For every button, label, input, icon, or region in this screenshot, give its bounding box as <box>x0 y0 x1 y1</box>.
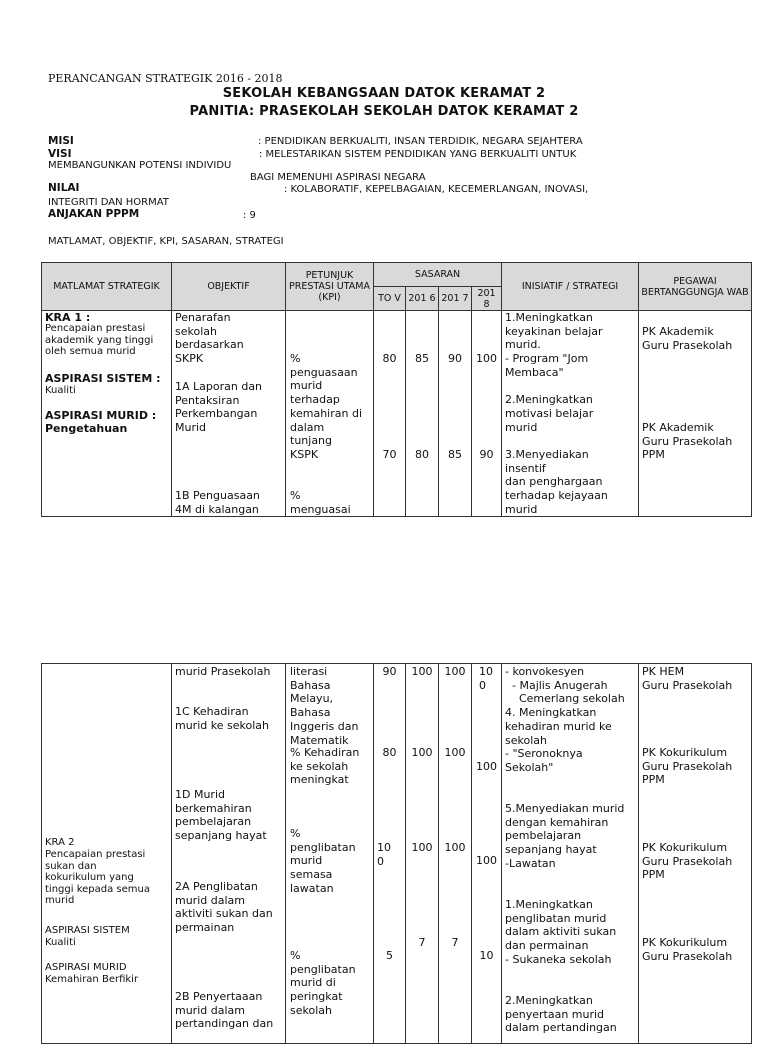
header-inisiatif: INISIATIF / STRATEGI <box>502 263 639 311</box>
r2-2016: 100 <box>411 746 433 759</box>
r1-2018: 10 0 <box>479 665 493 692</box>
matlamat-cell-kra1 <box>42 311 172 517</box>
anjakan-label: ANJAKAN PPPM <box>48 208 140 220</box>
kra1-label: KRA 1 : <box>45 311 91 324</box>
objektif-cell <box>172 311 286 517</box>
header-tov: TO V <box>374 287 406 311</box>
kpi-literasi: literasi Bahasa Melayu, Bahasa Inggeris dan Matematik <box>290 665 359 747</box>
pegawai-hem: PK HEM Guru Prasekolah <box>642 665 733 692</box>
objektif-2b: 2B Penyertaaan murid dalam pertandingan dan <box>175 990 274 1031</box>
kpi-cell-2 <box>286 664 374 1044</box>
kra2-description: Pencapaian prestasi sukan dan kokurikulum yang tinggi kepada semua murid <box>45 849 150 906</box>
inisiatif-cell <box>502 311 639 517</box>
kra2-label: KRA 2 <box>45 837 75 848</box>
objektif-penarafan: Penarafan sekolah berdasarkan SKPK <box>175 311 244 366</box>
header-2017: 201 7 <box>439 287 472 311</box>
header-objektif: OBJEKTIF <box>172 263 286 311</box>
row2-2018: 90 <box>479 448 494 461</box>
r1-tov: 90 <box>382 665 397 678</box>
visi-continued: MEMBANGUNKAN POTENSI INDIVIDU <box>48 160 232 171</box>
section-title: MATLAMAT, OBJEKTIF, KPI, SASARAN, STRATEGI <box>48 236 284 247</box>
header-2016: 201 6 <box>406 287 439 311</box>
inisiatif-text-2: - konvokesyen - Majlis Anugerah Cemerlang sekolah 4. Meningkatkan kehadiran murid ke sekolah - "Seronoknya Sekolah" 5.Menyediakan murid dengan kemahiran pembelajaran sepanjang hayat -Lawatan 1.Meningkatkan penglibatan murid dalam aktiviti sukan dan permainan - Sukaneka sekolah 2.Meningkatkan penyertaan murid dalam pertandingan <box>505 665 625 1035</box>
row2-2016: 80 <box>415 448 429 461</box>
r3-2017: 100 <box>444 841 466 854</box>
header-matlamat: MATLAMAT STRATEGIK <box>42 263 172 311</box>
school-title: SEKOLAH KEBANGSAAN DATOK KERAMAT 2 <box>222 86 546 101</box>
kpi-cell <box>286 311 374 517</box>
aspirasi-sistem-label: ASPIRASI SISTEM : <box>45 372 161 385</box>
visi-value: : MELESTARIKAN SISTEM PENDIDIKAN YANG BERKUALITI UNTUK <box>259 149 577 160</box>
row2-2017: 85 <box>448 448 462 461</box>
r2-2018: 100 <box>476 760 497 773</box>
anjakan-value: : 9 <box>243 210 256 221</box>
panitia-title: PANITIA: PRASEKOLAH SEKOLAH DATOK KERAMAT 2 <box>189 104 579 119</box>
aspirasi-murid-value: Pengetahuan <box>45 422 128 435</box>
y2016-cell-2 <box>406 664 439 1044</box>
r4-tov: 5 <box>386 949 393 962</box>
y2018-cell-2 <box>472 664 502 1044</box>
pegawai-kokurikulum-1: PK Kokurikulum Guru Prasekolah PPM <box>642 746 733 787</box>
kra1-description: Pencapaian prestasi akademik yang tinggi oleh semua murid <box>45 323 154 357</box>
misi-value: : PENDIDIKAN BERKUALITI, INSAN TERDIDIK, NEGARA SEJAHTERA <box>258 136 583 147</box>
aspirasi-sistem-value: Kualiti <box>45 385 76 396</box>
objektif-murid-prasekolah: murid Prasekolah <box>175 665 271 678</box>
strategic-plan-table-2 <box>41 663 752 1044</box>
kpi-kehadiran: % Kehadiran ke sekolah meningkat <box>290 746 360 787</box>
nilai-continued: INTEGRITI DAN HORMAT <box>48 197 169 208</box>
y2018-cell <box>472 311 502 517</box>
pegawai-group-2: PK Akademik Guru Prasekolah PPM <box>642 421 733 462</box>
kpi-penguasaan: % penguasaan murid terhadap kemahiran di dalam tunjang KSPK <box>290 352 362 461</box>
pegawai-kokurikulum-3: PK Kokurikulum Guru Prasekolah <box>642 936 733 963</box>
pegawai-kokurikulum-2: PK Kokurikulum Guru Prasekolah PPM <box>642 841 733 882</box>
y2017-cell-2 <box>439 664 472 1044</box>
row1-2018: 100 <box>476 352 498 365</box>
aspirasi-murid-label: ASPIRASI MURID : <box>45 409 157 422</box>
header-sasaran: SASARAN <box>374 263 502 287</box>
objektif-1a: 1A Laporan dan Pentaksiran Perkembangan Murid <box>175 380 263 435</box>
r4-2016: 7 <box>418 936 426 949</box>
row1-tov: 80 <box>382 352 397 365</box>
pegawai-cell <box>639 311 752 517</box>
matlamat-cell-kra2 <box>42 664 172 1044</box>
misi-label: MISI <box>48 135 74 147</box>
document-top-line: PERANCANGAN STRATEGIK 2016 - 2018 <box>48 72 283 85</box>
header-2018: 201 8 <box>472 287 502 311</box>
row1-2017: 90 <box>448 352 462 365</box>
visi-label: VISI <box>48 148 72 160</box>
tov-cell-2 <box>374 664 406 1044</box>
row2-tov: 70 <box>382 448 397 461</box>
r2-tov: 80 <box>382 746 397 759</box>
nilai-label: NILAI <box>48 182 80 194</box>
objektif-cell-2 <box>172 664 286 1044</box>
kra2-aspirasi-sistem: ASPIRASI SISTEM Kualiti <box>45 925 130 948</box>
inisiatif-cell-2 <box>502 664 639 1044</box>
r2-2017: 100 <box>444 746 466 759</box>
visi-continued-2: BAGI MEMENUHI ASPIRASI NEGARA <box>250 172 426 183</box>
nilai-value: : KOLABORATIF, KEPELBAGAIAN, KECEMERLANGAN, INOVASI, <box>284 184 589 195</box>
pegawai-group-1: PK Akademik Guru Prasekolah <box>642 325 733 352</box>
objektif-1b: 1B Penguasaan 4M di kalangan <box>175 489 260 516</box>
kpi-menguasai: % menguasai <box>290 489 351 516</box>
r4-2017: 7 <box>451 936 459 949</box>
objektif-1d: 1D Murid berkemahiran pembelajaran sepanjang hayat <box>175 788 267 843</box>
objektif-2a: 2A Penglibatan murid dalam aktiviti sukan dan permainan <box>175 880 273 935</box>
y2016-cell <box>406 311 439 517</box>
pegawai-cell-2 <box>639 664 752 1044</box>
header-kpi: PETUNJUK PRESTASI UTAMA (KPI) <box>286 263 374 311</box>
kpi-lawatan: % penglibatan murid semasa lawatan <box>290 827 356 895</box>
r1-2016: 100 <box>411 665 433 678</box>
kpi-peringkat-sekolah: % penglibatan murid di peringkat sekolah <box>290 949 356 1017</box>
header-pegawai: PEGAWAI BERTANGGUNGJA WAB <box>639 263 752 311</box>
r3-2018: 100 <box>476 854 497 867</box>
tov-cell <box>374 311 406 517</box>
r1-2017: 100 <box>444 665 466 678</box>
y2017-cell <box>439 311 472 517</box>
kra2-aspirasi-murid: ASPIRASI MURID Kemahiran Berfikir <box>45 962 139 985</box>
objektif-1c: 1C Kehadiran murid ke sekolah <box>175 705 269 732</box>
inisiatif-text: 1.Meningkatkan keyakinan belajar murid. - Program "Jom Membaca" 2.Meningkatkan motivasi belajar murid 3.Menyediakan insentif dan penghargaan terhadap kejayaan murid <box>505 311 608 516</box>
r3-2016: 100 <box>411 841 433 854</box>
row1-2016: 85 <box>415 352 429 365</box>
r4-2018: 10 <box>479 949 494 962</box>
r3-tov: 10 0 <box>377 841 391 868</box>
strategic-plan-table-1 <box>41 262 752 517</box>
